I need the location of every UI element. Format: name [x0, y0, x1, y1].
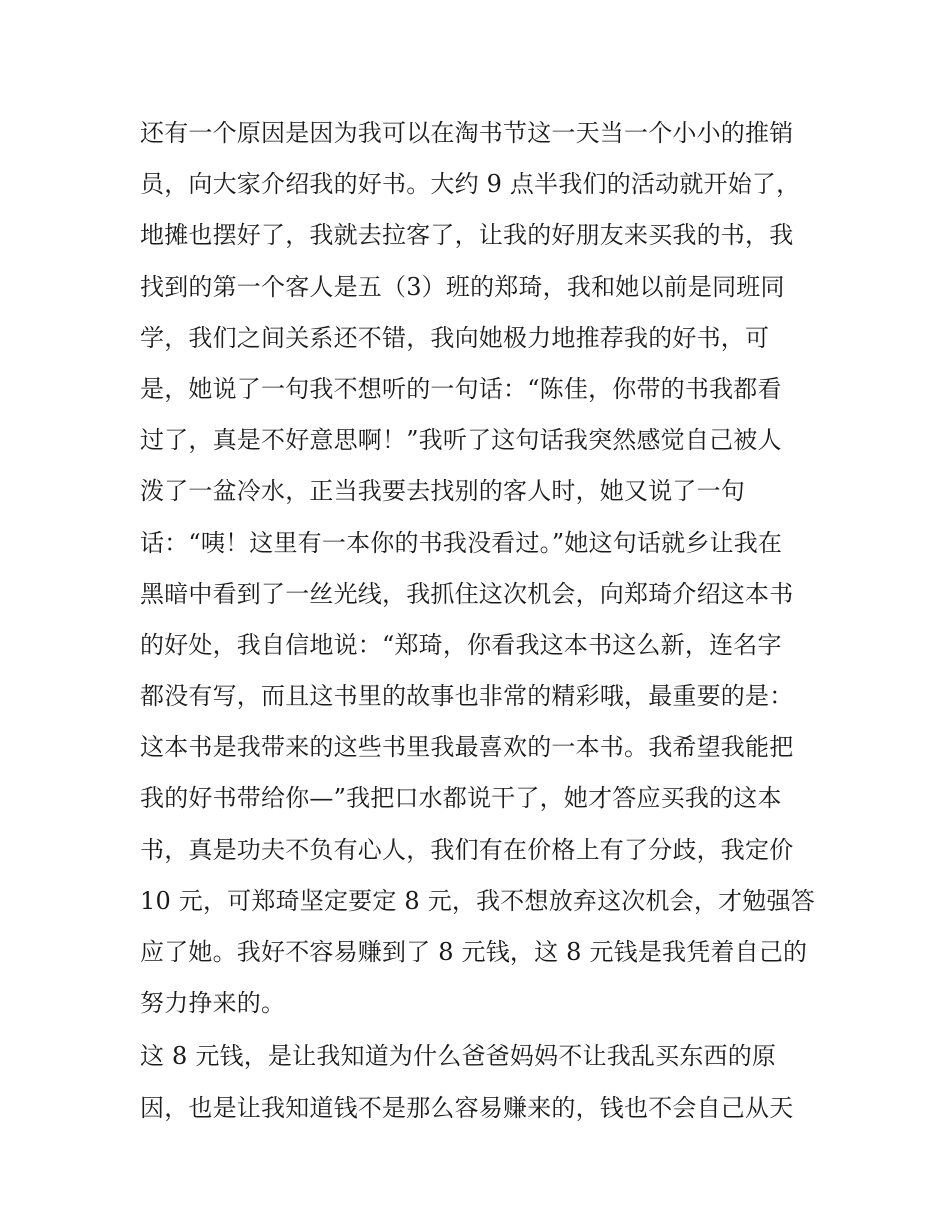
- text-line: 这本书是我带来的这些书里我最喜欢的一本书。我希望我能把: [140, 733, 794, 762]
- text-line: 书，真是功夫不负有心人，我们有在价格上有了分歧，我定价: [140, 835, 794, 864]
- text-line: 还有一个原因是因为我可以在淘书节这一天当一个小小的推销: [140, 119, 794, 147]
- text-line: 泼了一盆冷水，正当我要去找别的客人时，她又说了一句: [140, 477, 745, 506]
- text-line: 这 8 元钱，是让我知道为什么爸爸妈妈不让我乱买东西的原: [140, 1042, 777, 1071]
- text-line: 黑暗中看到了一丝光线，我抓住这次机会，向郑琦介绍这本书: [140, 579, 794, 608]
- document-body: [140, 108, 820, 1134]
- text-line: 应了她。我好不容易赚到了 8 元钱，这 8 元钱是我凭着自己的: [140, 938, 808, 966]
- text-line: 10 元，可郑琦坚定要定 8 元，我不想放弃这次机会，才勉强答: [140, 886, 815, 915]
- text-line: 我的好书带给你—”我把口水都说干了，她才答应买我的这本: [140, 784, 782, 813]
- text-line: 地摊也摆好了，我就去拉客了，让我的好朋友来买我的书，我: [140, 221, 794, 250]
- text-line: 找到的第一个客人是五（3）班的郑琦，我和她以前是同班同: [140, 272, 785, 301]
- text-line: 话：“咦！这里有一本你的书我没看过。”她这句话就乡让我在: [140, 528, 783, 557]
- text-line: 学，我们之间关系还不错，我向她极力地推荐我的好书，可: [140, 323, 770, 352]
- text-line: 过了，真是不好意思啊！”我听了这句话我突然感觉自己被人: [140, 426, 782, 455]
- paragraph-2: [140, 1031, 820, 1133]
- text-line: 的好处，我自信地说：“郑琦，你看我这本书这么新，连名字: [140, 630, 782, 659]
- text-line: 都没有写，而且这书里的故事也非常的精彩哦，最重要的是：: [140, 682, 794, 711]
- paragraph-1: [140, 108, 820, 1029]
- text-line: 努力挣来的。: [140, 989, 286, 1018]
- text-line: 因，也是让我知道钱不是那么容易赚来的，钱也不会自己从天: [140, 1093, 794, 1122]
- text-line: 是，她说了一句我不想听的一句话：“陈佳，你带的书我都看: [140, 374, 782, 403]
- text-line: 员，向大家介绍我的好书。大约 9 点半我们的活动就开始了，: [140, 170, 801, 199]
